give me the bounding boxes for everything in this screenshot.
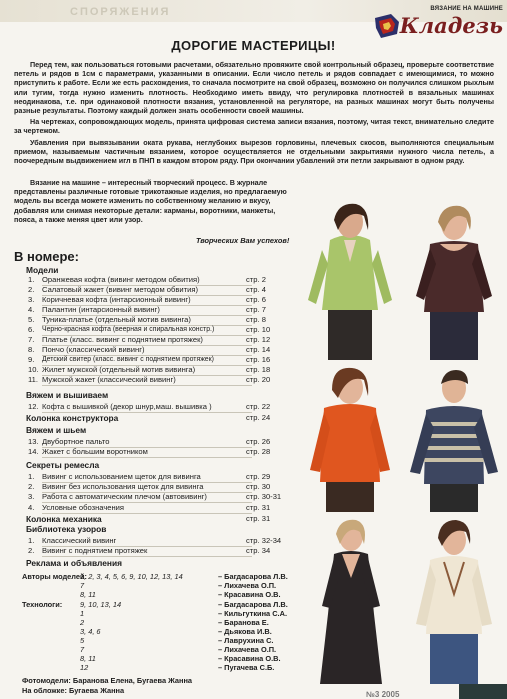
toc-section-title: Модели xyxy=(26,265,59,275)
toc-row-title: Работа с автоматическим плечом (автовивинг) xyxy=(42,492,252,503)
toc-row-number: 3. xyxy=(28,492,35,501)
toc-row-number: 4. xyxy=(28,305,35,314)
toc-row[interactable] xyxy=(28,437,283,447)
intro-creative xyxy=(14,178,296,224)
corner-tab xyxy=(459,684,507,699)
toc-row-number: 12. xyxy=(28,402,39,411)
toc-row[interactable] xyxy=(28,546,283,556)
toc-row-page: стр. 18 xyxy=(246,365,271,374)
intro-text xyxy=(14,60,494,167)
photo-green-jacket xyxy=(298,200,402,360)
toc-row[interactable] xyxy=(28,295,283,305)
toc-row-page: стр. 30-31 xyxy=(246,492,282,501)
credit-name: – Баранова Е. xyxy=(218,618,269,627)
toc-row-number: 7. xyxy=(28,335,35,344)
toc-row-title: Мужской жакет (классический вивинг) xyxy=(42,375,252,386)
credit-name: – Лихачева О.П. xyxy=(218,581,277,590)
credit-numbers: 8, 11 xyxy=(80,590,96,599)
toc-row-page: стр. 7 xyxy=(246,305,266,314)
toc-row-title: Классический вивинг xyxy=(42,536,252,547)
toc-row-title: Туника-платье (отдельный мотив вивинга) xyxy=(42,315,252,326)
cover-credit: На обложке: Бугаева Жанна xyxy=(22,686,125,695)
toc-row[interactable] xyxy=(28,335,283,345)
credit-label: Технологи: xyxy=(22,600,63,609)
toc-row-title: Черно-красная кофта (веерная и спиральная констр.) xyxy=(42,325,252,336)
credit-numbers: 1 xyxy=(80,609,85,618)
toc-row-page: стр. 20 xyxy=(246,375,271,384)
toc-row-page: стр. 30 xyxy=(246,482,271,491)
toc-row-page: стр. 31 xyxy=(246,503,271,512)
toc-row-title: Кофта с вышивкой (декор шнур,маш. вышивка ) xyxy=(42,402,252,413)
toc-row-number: 10. xyxy=(28,365,39,374)
toc-row-title: Пончо (классический вивинг) xyxy=(42,345,252,356)
credit-name: – Кильгуткина С.А. xyxy=(218,609,288,618)
watermark-text: СПОРЯЖЕНИЯ xyxy=(70,6,171,18)
toc-row-title: Двубортное пальто xyxy=(42,437,252,448)
toc-row[interactable] xyxy=(28,472,283,482)
toc-row[interactable] xyxy=(28,305,283,315)
toc-row-number: 5. xyxy=(28,315,35,324)
toc-row-page: стр. 31 xyxy=(246,514,271,523)
toc-row[interactable] xyxy=(28,482,283,492)
intro-paragraph: Перед тем, как пользоваться готовыми расчетами, обязательно провяжите свой контрольный образец, проверьте соответствие петель и рядов в 1см с параметрами, указанными в описании. Если число петель и рядов совпадает с имеющимися, то можно приступить к работе. Если же есть расхождения, то сначала посмотрите на свой образец, возможно он получился слишком рыхлым или тугим, тогда нужно изменить плотность. Необходимо иметь ввиду, что регулировка плотностей в вязальных машинах неодинакова, т.е. при одинаковой плотности вязания, установленной на регуляторе, на разных машинах могут быть получены разные результаты. Поэтому каждый должен знать особенности своей машины. xyxy=(14,60,494,116)
toc-section-title: Вяжем и вышиваем xyxy=(26,390,109,400)
credit-numbers: 3, 4, 6 xyxy=(80,627,101,636)
credit-name: – Красавина О.В. xyxy=(218,654,281,663)
toc-row[interactable] xyxy=(28,503,283,513)
toc-row-page: стр. 22 xyxy=(246,402,271,411)
toc-row[interactable] xyxy=(28,275,283,285)
photo-orange-sweater xyxy=(298,362,402,512)
toc-row-title: Вивинг с использованием щеток для вивинга xyxy=(42,472,252,483)
photo-striped-kids-sweater xyxy=(404,362,504,512)
credit-label: Авторы моделей: xyxy=(22,572,87,581)
photo-embroidered-top xyxy=(404,514,504,684)
toc-row[interactable] xyxy=(28,315,283,325)
credit-numbers: 9, 10, 13, 14 xyxy=(80,600,122,609)
toc-row-title: Вивинг с поднятием протяжек xyxy=(42,546,252,557)
toc-row-page: стр. 16 xyxy=(246,355,271,364)
toc-row-number: 11. xyxy=(28,375,38,384)
toc-row-number: 6. xyxy=(28,325,35,334)
toc-row-title: Салатовый жакет (вивинг методом обвития) xyxy=(42,285,252,296)
toc-row-page: стр. 29 xyxy=(246,472,271,481)
toc-section-title: Колонка конструктора xyxy=(26,413,119,423)
toc-row-page: стр. 26 xyxy=(246,437,271,446)
credit-numbers: 5 xyxy=(80,636,85,645)
toc-row[interactable] xyxy=(28,325,283,335)
toc-row-title: Коричневая кофта (интарсионный вивинг) xyxy=(42,295,252,306)
toc-row-number: 2. xyxy=(28,482,35,491)
toc-row[interactable] xyxy=(28,365,283,375)
toc-row[interactable] xyxy=(28,413,283,423)
toc-row[interactable] xyxy=(28,514,283,524)
toc-row[interactable] xyxy=(28,492,283,502)
toc-row-number: 1. xyxy=(28,536,35,545)
toc-row-page: стр. 10 xyxy=(246,325,271,334)
credit-numbers: 7 xyxy=(80,581,85,590)
logo-title: Кладезь xyxy=(399,13,503,38)
toc-row[interactable] xyxy=(28,285,283,295)
toc-row-page: стр. 28 xyxy=(246,447,271,456)
credit-name: – Багдасарова Л.В. xyxy=(218,572,288,581)
photo-black-dress xyxy=(300,514,402,684)
credit-numbers: 12 xyxy=(80,663,89,672)
toc-row[interactable] xyxy=(28,355,283,365)
credit-name: – Багдасарова Л.В. xyxy=(218,600,288,609)
credit-name: – Лихачева О.П. xyxy=(218,645,277,654)
intro-paragraph: Вязание на машине – интересный творческий процесс. В журнале представлены различные готовые трикотажные изделия, но предлагаемую модель вы всегда можете изменить по собственному желанию и вкусу, добавляя или снимая некоторые детали: карманы, воротники, манжеты, пояса, а также меняя цвет или узор. xyxy=(14,178,287,224)
photo-models-credit: Фотомодели: Баранова Елена, Бугаева Жанна xyxy=(22,676,193,685)
toc-row-page: стр. 14 xyxy=(246,345,271,354)
toc-row-number: 4. xyxy=(28,503,35,512)
toc-row-page: стр. 6 xyxy=(246,295,266,304)
credit-name: – Лаврухина С. xyxy=(218,636,274,645)
toc-title: В номере: xyxy=(14,249,79,264)
toc-row-page: стр. 24 xyxy=(246,413,271,422)
toc-row[interactable] xyxy=(28,375,283,385)
toc-row-title: Условные обозначения xyxy=(42,503,252,514)
credit-numbers: 7 xyxy=(80,645,85,654)
credit-numbers: 2 xyxy=(80,618,85,627)
toc-section-title: Колонка механика xyxy=(26,514,102,524)
intro-paragraph: Убавления при вывязывании оката рукава, неглубоких вырезов горловины, плечевых скосов, выполняются специальным приемом, называемым частичным вязанием, которое осуществляется не отдельными закрытиями нужного числа петель, а поочередным выдвижением игл в ПНП в каждом втором ряду. При окончании убавлений эти петли закрывают в одном ряду. xyxy=(14,137,494,166)
toc-row-title: Оранжевая кофта (вивинг методом обвития) xyxy=(42,275,252,286)
toc-row-title: Жакет с большим воротником xyxy=(42,447,252,458)
toc-section-title: Библиотека узоров xyxy=(26,524,107,534)
toc-row-page: стр. 8 xyxy=(246,315,266,324)
toc-row-page: стр. 12 xyxy=(246,335,271,344)
toc-section-title: Секреты ремесла xyxy=(26,460,100,470)
toc-row-title: Платье (класс. вивинг с поднятием протяжек) xyxy=(42,335,252,346)
toc-row-number: 2. xyxy=(28,285,35,294)
toc-row-number: 2. xyxy=(28,546,35,555)
toc-row-number: 3. xyxy=(28,295,35,304)
toc-row-title: Вивинг без использования щеток для вивинга xyxy=(42,482,252,493)
photo-brown-top xyxy=(404,200,504,360)
toc-row-title: Детский свитер (класс. вивинг с поднятием протяжек) xyxy=(42,355,252,366)
toc-section-title: Вяжем и шьем xyxy=(26,425,87,435)
toc-row[interactable] xyxy=(28,402,283,412)
toc-row-title: Жилет мужской (отдельный мотив вивинга) xyxy=(42,365,252,376)
intro-paragraph: На чертежах, сопровождающих модель, принята цифровая система записи вязания, поэтому, читая текст, внимательно следите за чертежом. xyxy=(14,117,494,136)
toc-section-title: Реклама и объявления xyxy=(26,558,123,568)
logo-emblem-icon xyxy=(373,12,401,40)
page-heading: ДОРОГИЕ МАСТЕРИЦЫ! xyxy=(171,38,336,53)
toc-row-page: стр. 32-34 xyxy=(246,536,282,545)
credit-numbers: 1, 2, 3, 4, 5, 6, 9, 10, 12, 13, 14 xyxy=(80,572,183,581)
toc-row-title: Палантин (интарсионный вивинг) xyxy=(42,305,252,316)
toc-row-number: 1. xyxy=(28,472,35,481)
credit-name: – Красавина О.В. xyxy=(218,590,281,599)
toc-row-page: стр. 4 xyxy=(246,285,266,294)
signature: Творческих Вам успехов! xyxy=(196,236,290,245)
toc-row-page: стр. 2 xyxy=(246,275,266,284)
toc-row-number: 9. xyxy=(28,355,35,364)
toc-row[interactable] xyxy=(28,447,283,457)
credit-name: – Пугачева С.Б. xyxy=(218,663,275,672)
credit-name: – Дьякова И.В. xyxy=(218,627,272,636)
toc-row-number: 13. xyxy=(28,437,39,446)
toc-row[interactable] xyxy=(28,536,283,546)
toc-row-number: 14. xyxy=(28,447,39,456)
logo-subtitle: ВЯЗАНИЕ НА МАШИНЕ xyxy=(430,6,503,12)
toc-row-number: 1. xyxy=(28,275,35,284)
toc-row-page: стр. 34 xyxy=(246,546,271,555)
toc-row-number: 8. xyxy=(28,345,35,354)
toc-row[interactable] xyxy=(28,345,283,355)
issue-number: №3 2005 xyxy=(366,690,400,699)
credit-numbers: 8, 11 xyxy=(80,654,96,663)
